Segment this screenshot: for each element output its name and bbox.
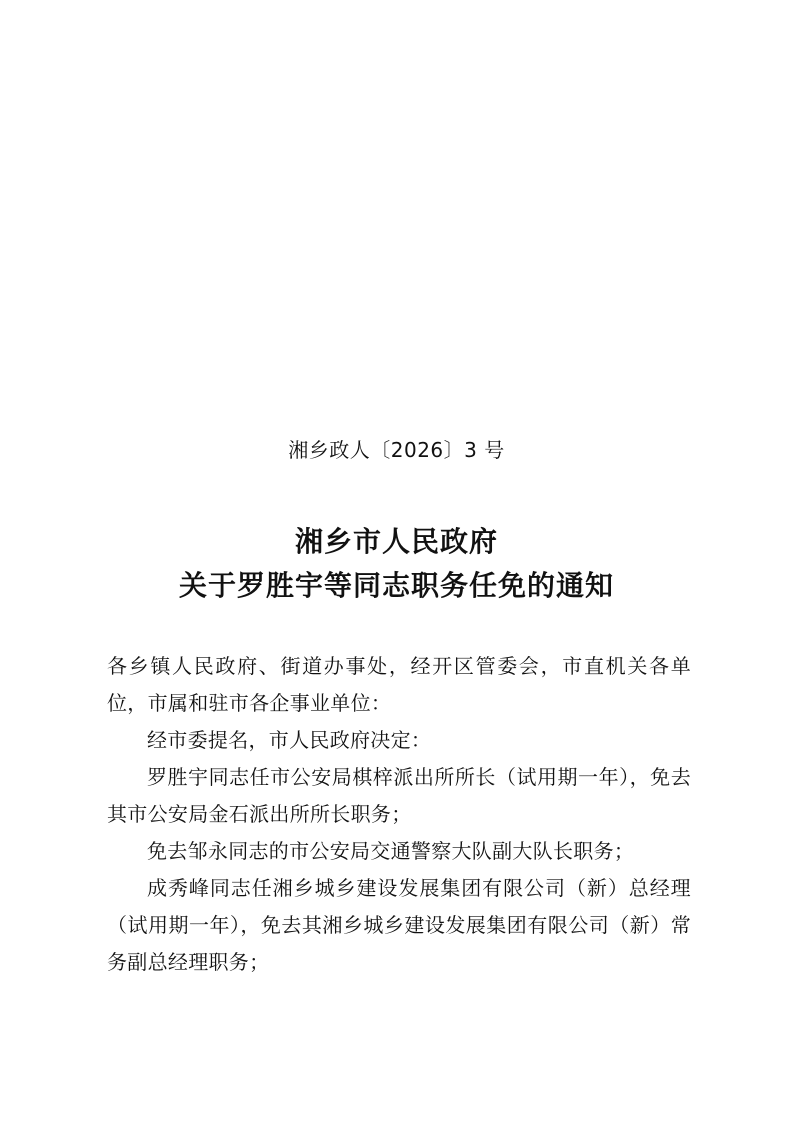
- body-paragraph-decision: 经市委提名，市人民政府决定：: [147, 728, 432, 752]
- title-line-issuer: 湘乡市人民政府: [294, 525, 498, 558]
- body-paragraph-removal-zou: 免去邹永同志的市公安局交通警察大队副大队长职务；: [147, 839, 635, 863]
- document-number: 湘乡政人〔2026〕3 号: [288, 438, 505, 462]
- document-title: [0, 520, 793, 608]
- body-paragraph-appointment-cheng: 成秀峰同志任湘乡城乡建设发展集团有限公司（新）总经理（试用期一年），免去其湘乡城乡建设发展集团有限公司（新）常务副总经理职务；: [107, 876, 691, 974]
- body-paragraph-appointment-luo: 罗胜宇同志任市公安局棋梓派出所所长（试用期一年），免去其市公安局金石派出所所长职务；: [107, 765, 691, 826]
- title-line-subject: 关于罗胜宇等同志职务任免的通知: [178, 569, 614, 602]
- document-body: [107, 648, 691, 981]
- addressee-line: 各乡镇人民政府、街道办事处，经开区管委会，市直机关各单位，市属和驻市各企事业单位：: [107, 654, 691, 715]
